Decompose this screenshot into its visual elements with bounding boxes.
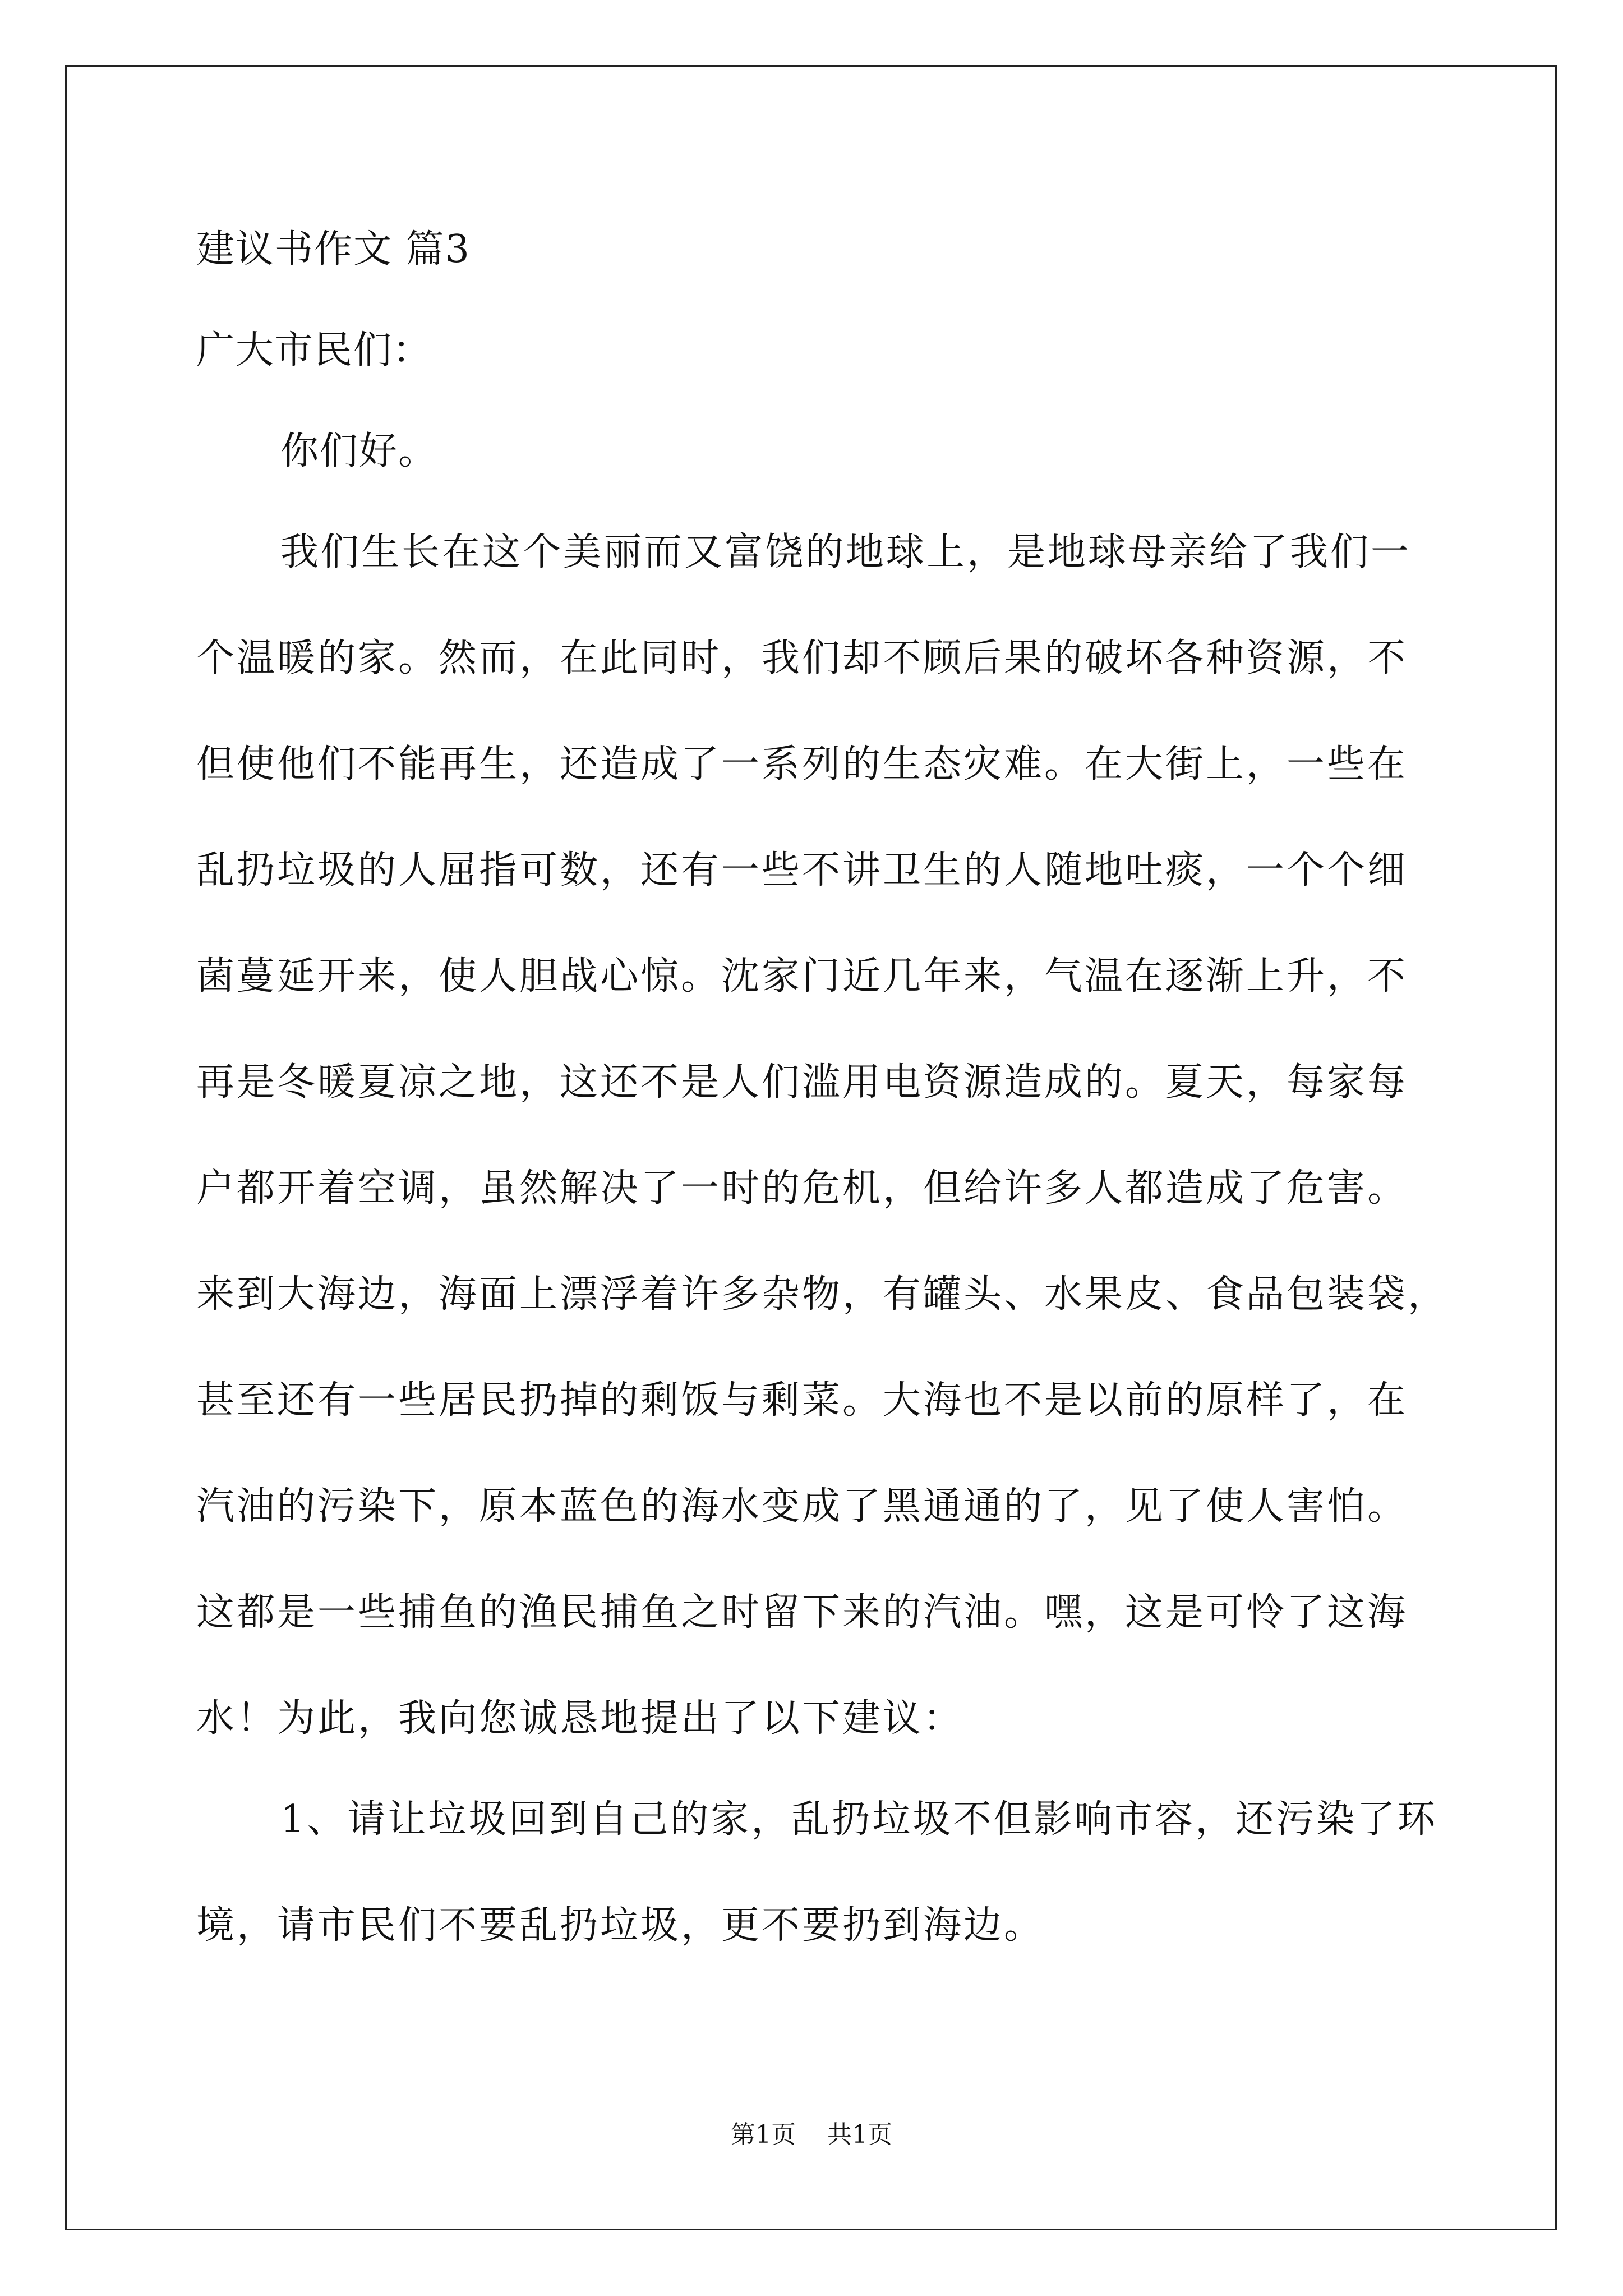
text-line: 个温暖的家。然而，在此同时，我们却不顾后果的破坏各种资源，不 xyxy=(196,636,1408,680)
document-body xyxy=(196,216,1449,1959)
text-line: 甚至还有一些居民扔掉的剩饭与剩菜。大海也不是以前的原样了，在 xyxy=(196,1378,1408,1423)
salutation: 广大市民们： xyxy=(196,328,432,372)
greeting: 你们好。 xyxy=(280,429,438,473)
text-line: 但使他们不能再生，还造成了一系列的生态灾难。在大街上，一些在 xyxy=(196,742,1408,786)
text-line: 我们生长在这个美丽而又富饶的地球上，是地球母亲给了我们一 xyxy=(280,530,1412,574)
text-line: 1、请让垃圾回到自己的家，乱扔垃圾不但影响市容，还污染了环 xyxy=(280,1797,1438,1842)
text-line: 水！为此，我向您诚恳地提出了以下建议： xyxy=(196,1696,964,1741)
text-line: 再是冬暖夏凉之地，这还不是人们滥用电资源造成的。夏天，每家每 xyxy=(196,1060,1408,1105)
text-line: 菌蔓延开来，使人胆战心惊。沈家门近几年来，气温在逐渐上升，不 xyxy=(196,954,1408,999)
paragraph-2 xyxy=(196,1786,1438,1959)
text-line: 户都开着空调，虽然解决了一时的危机，但给许多人都造成了危害。 xyxy=(196,1166,1408,1211)
text-line: 汽油的污染下，原本蓝色的海水变成了黑通通的了，见了使人害怕。 xyxy=(196,1484,1408,1529)
document-title: 建议书作文 篇3 xyxy=(196,227,471,272)
text-line: 境，请市民们不要乱扔垃圾，更不要扔到海边。 xyxy=(196,1903,1045,1948)
paragraph-1 xyxy=(196,519,1449,1752)
text-line: 来到大海边，海面上漂浮着许多杂物，有罐头、水果皮、食品包装袋， xyxy=(196,1272,1449,1317)
text-line: 这都是一些捕鱼的渔民捕鱼之时留下来的汽油。嘿，这是可怜了这海 xyxy=(196,1590,1408,1635)
page-footer: 第1页 共1页 xyxy=(731,2120,892,2149)
text-line: 乱扔垃圾的人屈指可数，还有一些不讲卫生的人随地吐痰，一个个细 xyxy=(196,848,1408,892)
